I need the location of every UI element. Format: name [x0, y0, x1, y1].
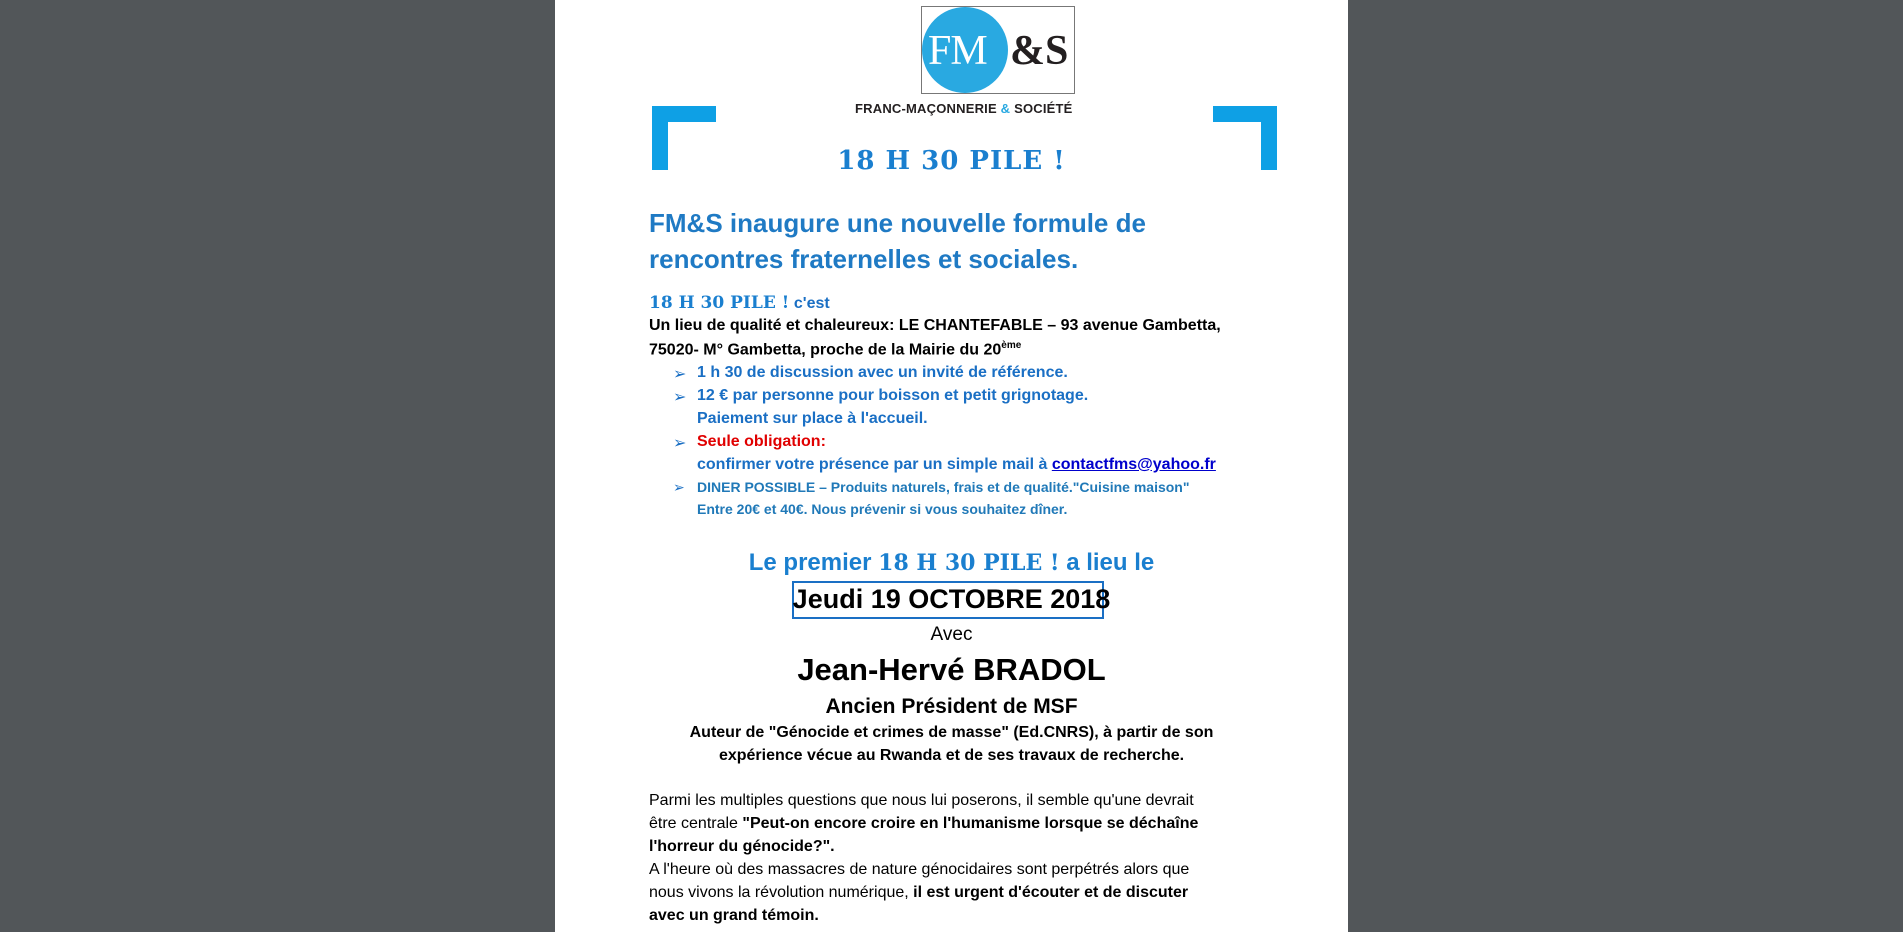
event-name-inline: 18 H 30 PILE ! [649, 293, 790, 313]
venue-superscript: ème [1001, 340, 1022, 351]
paragraph-2-line-1: A l'heure où des massacres de nature génocidaires sont perpétrés alors que [649, 861, 1190, 878]
paragraph-1-line-2 [649, 815, 1198, 833]
email-link[interactable]: contactfms@yahoo.fr [1051, 456, 1216, 473]
definition-suffix: c'est [793, 295, 830, 312]
paragraph-1-quote: "Peut-on encore croire en l'humanisme lorsque se déchaîne [742, 815, 1199, 832]
arrow-bullet-icon: ➢ [673, 389, 687, 406]
announcement-line [555, 549, 1348, 577]
paragraph-2-line-2b: il est urgent d'écouter et de discuter [913, 884, 1189, 901]
bullet-item-2 [673, 387, 1089, 406]
logo-subtitle-amp: & [1000, 101, 1011, 116]
bullet-text-2: 12 € par personne pour boisson et petit grignotage. [697, 387, 1089, 404]
bullet-item-3 [673, 433, 826, 452]
fms-logo [921, 6, 1075, 94]
paragraph-2-line-2a: nous vivons la révolution numérique, [649, 884, 909, 901]
bullet-text-4b: Entre 20€ et 40€. Nous prévenir si vous souhaitez dîner. [697, 501, 1068, 517]
logo-amp-s-text: &S [1010, 28, 1069, 74]
avec-label: Avec [930, 624, 973, 645]
logo-subtitle [855, 101, 1073, 116]
guest-description-2: expérience vécue au Rwanda et de ses travaux de recherche. [718, 747, 1185, 764]
document-page [555, 0, 1348, 932]
venue-line-1: Un lieu de qualité et chaleureux: LE CHANTEFABLE – 93 avenue Gambetta, [649, 317, 1221, 334]
bullet-item-4 [673, 479, 1190, 495]
logo-fm-text: FM [928, 28, 987, 74]
bullet-text-3b: confirmer votre présence par un simple mail à [697, 456, 1048, 473]
event-title: 18 H 30 PILE ! [837, 146, 1066, 176]
paragraph-1-line-1: Parmi les multiples questions que nous lui poserons, il semble qu'une devrait [649, 792, 1194, 809]
bullet-text-4: DINER POSSIBLE – Produits naturels, frais et de qualité."Cuisine maison" [697, 479, 1190, 495]
guest-description-1: Auteur de "Génocide et crimes de masse" (Ed.CNRS), à partir de son [689, 724, 1214, 741]
venue-line-2-text: 75020- M° Gambetta, proche de la Mairie du 20 [649, 341, 1002, 359]
paragraph-2-line-2 [649, 884, 1188, 902]
paragraph-2-line-3: avec un grand témoin. [649, 907, 819, 924]
logo-subtitle-a: FRANC-MAÇONNERIE [855, 101, 997, 116]
bullet-text-2b: Paiement sur place à l'accueil. [697, 410, 928, 427]
arrow-bullet-icon: ➢ [673, 479, 685, 495]
intro-heading: FM&S inaugure une nouvelle formule de rencontres fraternelles et sociales. [649, 208, 1146, 274]
arrow-bullet-icon: ➢ [673, 435, 687, 452]
guest-title: Ancien Président de MSF [825, 695, 1078, 718]
announcement-event-name: 18 H 30 PILE ! [878, 550, 1060, 576]
venue-line-2 [649, 340, 1021, 359]
guest-name: Jean-Hervé BRADOL [797, 652, 1106, 687]
announcement-prefix: Le premier [748, 549, 872, 576]
paragraph-1-line-2a: être centrale [649, 815, 738, 832]
logo-subtitle-b: SOCIÉTÉ [1014, 101, 1073, 116]
paragraph-1-line-3: l'horreur du génocide?". [649, 838, 835, 855]
event-date: Jeudi 19 OCTOBRE 2018 [792, 584, 1111, 614]
announcement-suffix: a lieu le [1066, 549, 1155, 576]
arrow-bullet-icon: ➢ [673, 366, 687, 383]
bullet-item-1 [673, 364, 1068, 383]
bullet-text-3: Seule obligation: [697, 433, 826, 450]
bullet-item-3b [697, 456, 1216, 474]
bullet-text-1: 1 h 30 de discussion avec un invité de référence. [697, 364, 1068, 381]
definition-line [649, 293, 830, 313]
